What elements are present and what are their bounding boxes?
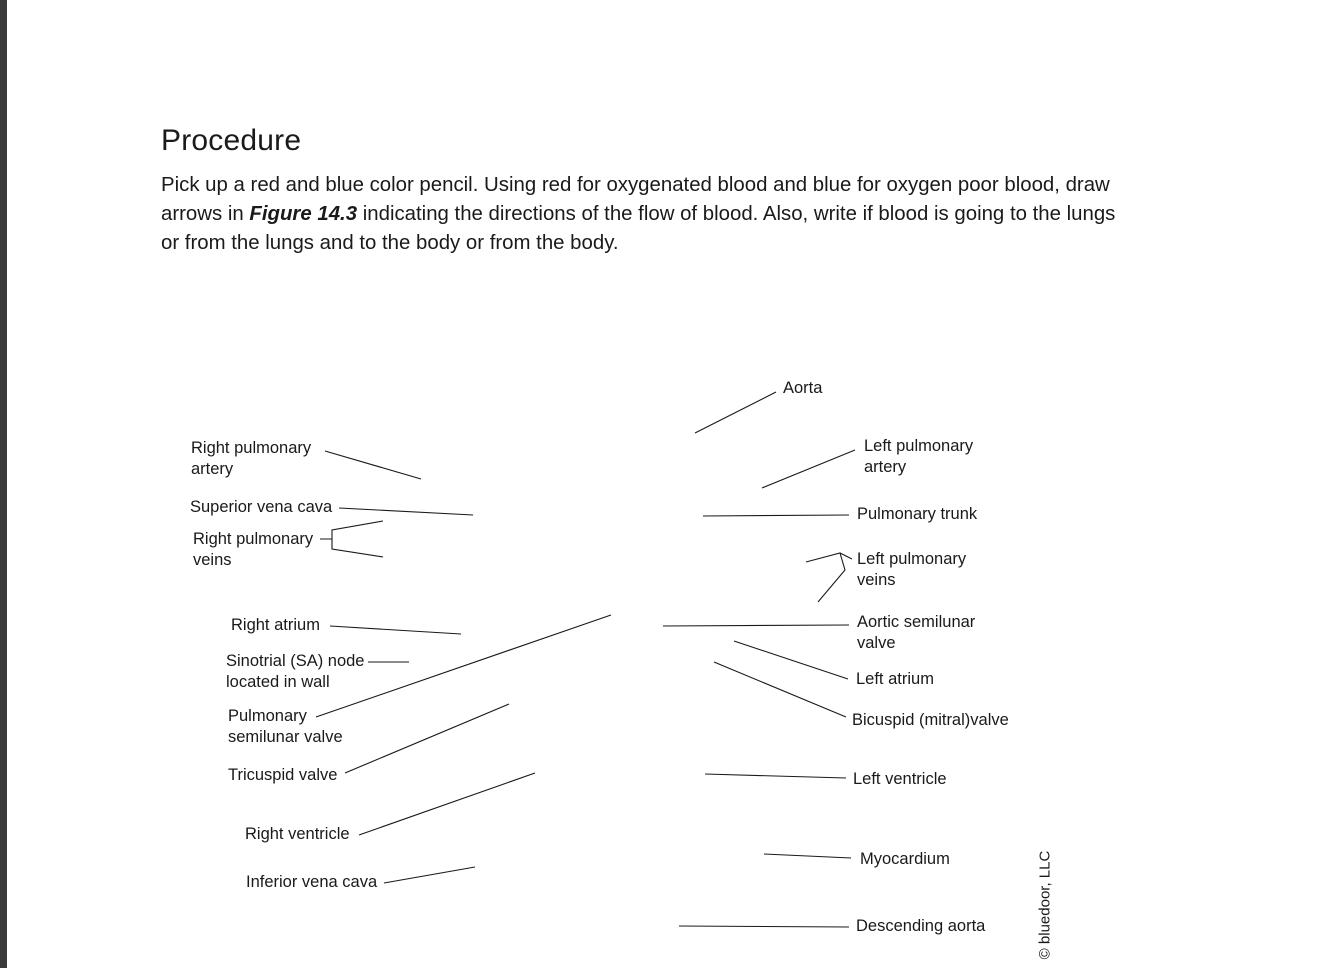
leader-left-ventricle (705, 774, 846, 778)
label-sa-node: Sinotrial (SA) node located in wall (226, 652, 365, 691)
leader-right-pulmonary-veins-bracket (320, 521, 383, 539)
leader-left-pulmonary-veins-upper (806, 553, 852, 562)
copyright-notice: © bluedoor, LLC (1036, 850, 1054, 960)
label-myocardium: Myocardium (860, 850, 950, 868)
leader-right-pulmonary-artery (325, 451, 421, 479)
label-descending-aorta: Descending aorta (856, 917, 986, 935)
leader-left-pulmonary-artery (762, 450, 855, 488)
leader-pulmonary-trunk (703, 515, 849, 516)
label-right-pulmonary-veins: Right pulmonary veins (193, 530, 314, 569)
label-left-pulmonary-artery: Left pulmonary artery (864, 437, 974, 476)
label-bicuspid-valve: Bicuspid (mitral)valve (852, 711, 1009, 729)
leader-aortic-semilunar-valve (663, 625, 849, 626)
leader-myocardium (764, 854, 851, 858)
label-superior-vena-cava: Superior vena cava (190, 498, 333, 516)
label-aorta: Aorta (783, 379, 823, 397)
leader-aorta (695, 392, 776, 433)
label-inferior-vena-cava: Inferior vena cava (246, 873, 378, 891)
leader-superior-vena-cava (339, 508, 473, 515)
leader-right-atrium (330, 626, 461, 634)
instructions-text-part1: Pick up a red and blue color pencil. Using red for oxygenated blood and blue for oxygen poor blood, draw arrows in (161, 174, 1110, 225)
leader-bicuspid-valve (714, 662, 846, 717)
leader-descending-aorta (679, 926, 849, 927)
label-left-atrium: Left atrium (856, 670, 934, 688)
leader-inferior-vena-cava (384, 867, 475, 883)
figure-reference: Figure 14.3 (249, 203, 358, 225)
label-right-ventricle: Right ventricle (245, 825, 350, 843)
label-pulmonary-trunk: Pulmonary trunk (857, 505, 978, 523)
instructions-text-part2: indicating the directions of the flow of blood. Also, write if blood is going to the lungs or from the lungs and to the body or from the body. (161, 203, 1116, 254)
label-left-pulmonary-veins: Left pulmonary veins (857, 550, 967, 589)
label-aortic-semilunar-valve: Aortic semilunar valve (857, 613, 976, 652)
label-right-pulmonary-artery: Right pulmonary artery (191, 439, 312, 478)
procedure-heading: Procedure (161, 124, 302, 157)
label-tricuspid-valve: Tricuspid valve (228, 766, 338, 784)
leader-left-atrium (734, 641, 848, 679)
leader-tricuspid-valve (345, 704, 509, 773)
leader-right-pulmonary-veins-bracket-lower (332, 539, 383, 557)
label-pulmonary-semilunar-valve: Pulmonary semilunar valve (228, 707, 343, 746)
label-left-ventricle: Left ventricle (853, 770, 947, 788)
leader-left-pulmonary-veins-lower (818, 553, 845, 602)
label-right-atrium: Right atrium (231, 616, 320, 634)
leader-right-ventricle (359, 773, 535, 835)
